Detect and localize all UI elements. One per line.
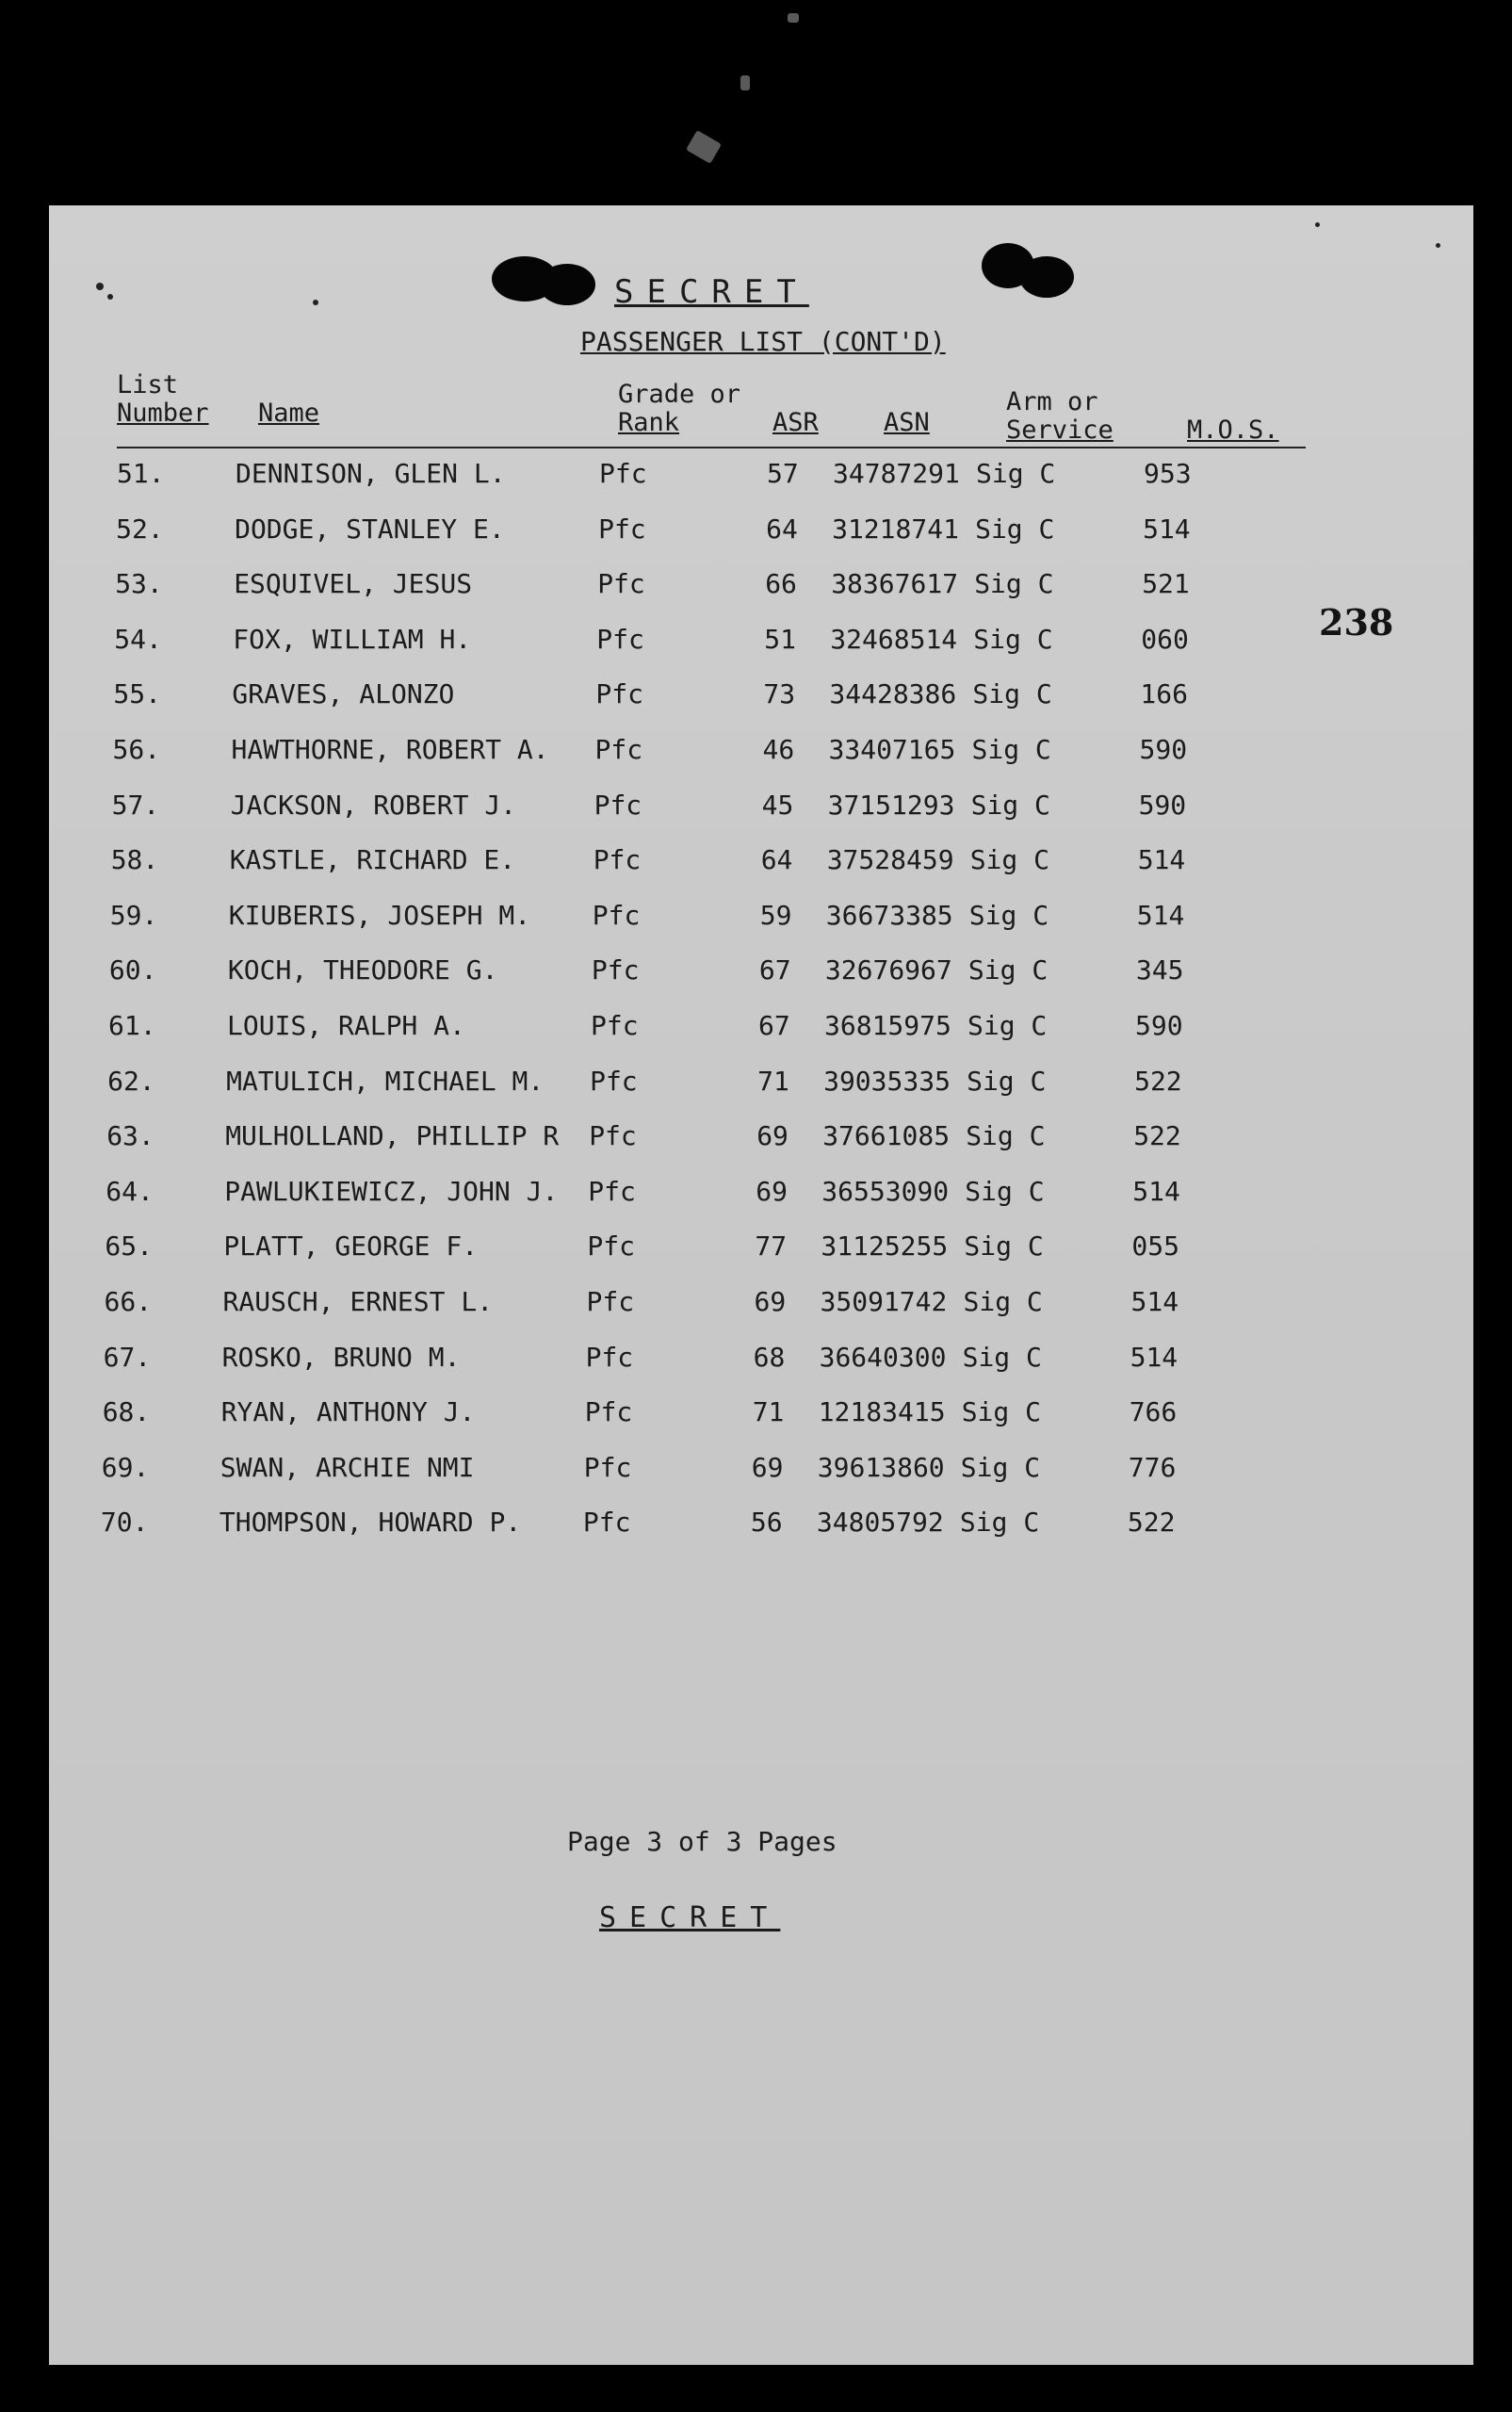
arm-cell: Sig C [969, 844, 1049, 876]
table-row [113, 678, 1281, 716]
arm-cell: Sig C [965, 1175, 1045, 1207]
punch-hole [1019, 256, 1074, 298]
mos-cell: 514 [1143, 513, 1191, 545]
asn-cell: 31125255 [821, 1230, 949, 1263]
scan-speck [740, 75, 750, 90]
arm-cell: Sig C [962, 1341, 1042, 1373]
mos-cell: 953 [1144, 458, 1192, 489]
arm-cell: Sig C [961, 1396, 1041, 1428]
asr-cell: 57 [767, 458, 799, 489]
grade-cell: Pfc [583, 1451, 632, 1483]
table-row [105, 1286, 1273, 1324]
name-cell: KOCH, THEODORE G. [227, 954, 498, 986]
header-rule [117, 447, 1306, 448]
name-cell: FOX, WILLIAM H. [233, 623, 472, 655]
mos-cell: 055 [1131, 1230, 1179, 1263]
asn-cell: 34787291 [833, 458, 960, 489]
classification-header: SECRET [614, 273, 809, 311]
name-cell: MULHOLLAND, PHILLIP R [225, 1120, 560, 1152]
arm-cell: Sig C [972, 678, 1052, 710]
asn-cell: 34805792 [816, 1507, 944, 1539]
asr-cell: 77 [755, 1230, 788, 1263]
list-number-cell: 59. [109, 899, 158, 931]
name-cell: PLATT, GEORGE F. [223, 1230, 479, 1263]
table-row [115, 568, 1283, 606]
column-header-name: Name [258, 399, 320, 428]
grade-cell: Pfc [597, 568, 645, 600]
asn-cell: 36640300 [819, 1341, 947, 1373]
asr-cell: 69 [756, 1175, 789, 1207]
name-cell: THOMPSON, HOWARD P. [219, 1507, 522, 1539]
grade-cell: Pfc [582, 1507, 631, 1539]
mos-cell: 522 [1134, 1065, 1182, 1097]
name-cell: KASTLE, RICHARD E. [229, 844, 516, 876]
table-row [114, 624, 1282, 661]
grade-cell: Pfc [599, 458, 647, 489]
asn-cell: 32676967 [824, 954, 952, 986]
list-number-cell: 64. [106, 1175, 154, 1207]
list-number-cell: 70. [100, 1507, 149, 1539]
arm-cell: Sig C [973, 623, 1053, 655]
asr-cell: 71 [752, 1396, 785, 1428]
asn-cell: 12183415 [818, 1396, 946, 1428]
name-cell: KIUBERIS, JOSEPH M. [228, 899, 531, 931]
name-cell: GRAVES, ALONZO [232, 678, 455, 710]
column-header-asn: ASN [884, 408, 930, 437]
column-header-grade: Grade or Rank [618, 380, 741, 437]
column-header-list-number: List Number [117, 370, 209, 428]
arm-cell: Sig C [967, 954, 1049, 986]
grade-cell: Pfc [593, 789, 642, 821]
grade-cell: Pfc [595, 678, 643, 710]
list-number-cell: 62. [107, 1065, 155, 1097]
grade-cell: Pfc [590, 1065, 638, 1097]
asr-cell: 69 [756, 1120, 789, 1152]
punch-hole [539, 264, 595, 305]
column-header-mos: M.O.S. [1187, 416, 1279, 445]
name-cell: ROSKO, BRUNO M. [221, 1341, 461, 1373]
table-row [105, 1230, 1273, 1268]
name-cell: DODGE, STANLEY E. [235, 513, 505, 545]
asr-cell: 69 [751, 1451, 784, 1483]
asr-cell: 66 [765, 568, 797, 600]
table-row [112, 790, 1280, 827]
asn-cell: 36673385 [825, 899, 953, 931]
grade-cell: Pfc [591, 954, 640, 986]
asn-cell: 31218741 [832, 513, 959, 545]
mos-cell: 590 [1139, 734, 1188, 765]
name-cell: SWAN, ARCHIE NMI [219, 1451, 475, 1483]
list-number-cell: 51. [117, 458, 165, 489]
asr-cell: 56 [750, 1507, 783, 1539]
list-number-cell: 67. [103, 1341, 152, 1373]
mos-cell: 590 [1135, 1010, 1183, 1041]
mos-cell: 514 [1130, 1286, 1179, 1317]
name-cell: LOUIS, RALPH A. [227, 1010, 465, 1041]
arm-cell: Sig C [963, 1286, 1043, 1317]
grade-cell: Pfc [593, 844, 642, 876]
mos-cell: 776 [1128, 1451, 1177, 1483]
asr-cell: 71 [757, 1065, 789, 1097]
mos-cell: 060 [1141, 623, 1189, 655]
table-row [109, 954, 1277, 992]
mos-cell: 522 [1133, 1120, 1181, 1152]
arm-cell: Sig C [968, 899, 1049, 931]
name-cell: JACKSON, ROBERT J. [230, 789, 517, 821]
arm-cell: Sig C [966, 1120, 1046, 1152]
arm-cell: Sig C [967, 1010, 1048, 1041]
asn-cell: 37528459 [826, 844, 954, 876]
grade-cell: Pfc [594, 734, 643, 765]
asr-cell: 67 [758, 954, 791, 986]
name-cell: DENNISON, GLEN L. [236, 458, 506, 489]
document-subtitle: PASSENGER LIST (CONT'D) [580, 326, 946, 357]
scan-speck [686, 130, 722, 164]
ink-speck [107, 294, 113, 300]
name-cell: HAWTHORNE, ROBERT A. [231, 734, 549, 765]
mos-cell: 521 [1142, 568, 1190, 600]
arm-cell: Sig C [970, 789, 1050, 821]
ink-speck [96, 283, 104, 290]
grade-cell: Pfc [588, 1175, 636, 1207]
arm-cell: Sig C [976, 458, 1056, 489]
table-row [116, 513, 1284, 551]
grade-cell: Pfc [587, 1230, 635, 1263]
asr-cell: 59 [759, 899, 792, 931]
asr-cell: 73 [763, 678, 796, 710]
grade-cell: Pfc [589, 1120, 637, 1152]
asr-cell: 45 [761, 789, 794, 821]
page-stamp-number: 238 [1319, 601, 1394, 644]
asr-cell: 68 [753, 1341, 786, 1373]
mos-cell: 345 [1135, 954, 1184, 986]
mos-cell: 590 [1138, 789, 1187, 821]
list-number-cell: 54. [114, 623, 162, 655]
ink-speck [313, 300, 318, 305]
scan-speck [788, 13, 799, 23]
mos-cell: 514 [1136, 899, 1185, 931]
list-number-cell: 55. [113, 678, 161, 710]
grade-cell: Pfc [598, 513, 646, 545]
list-number-cell: 66. [104, 1286, 153, 1317]
ink-speck [1436, 243, 1440, 248]
ink-speck [1315, 222, 1320, 227]
list-number-cell: 61. [108, 1010, 156, 1041]
name-cell: RYAN, ANTHONY J. [220, 1396, 476, 1428]
mos-cell: 766 [1129, 1396, 1178, 1428]
name-cell: RAUSCH, ERNEST L. [222, 1286, 494, 1317]
list-number-cell: 60. [108, 954, 157, 986]
mos-cell: 522 [1127, 1507, 1176, 1539]
asr-cell: 46 [762, 734, 795, 765]
grade-cell: Pfc [586, 1286, 635, 1317]
list-number-cell: 69. [101, 1451, 150, 1483]
asr-cell: 64 [760, 844, 793, 876]
table-row [103, 1396, 1271, 1434]
list-number-cell: 56. [112, 734, 161, 765]
grade-cell: Pfc [596, 623, 644, 655]
table-row [104, 1342, 1272, 1379]
table-row [107, 1066, 1276, 1103]
asn-cell: 37151293 [827, 789, 955, 821]
asr-cell: 64 [766, 513, 798, 545]
list-number-cell: 53. [115, 568, 163, 600]
arm-cell: Sig C [959, 1507, 1040, 1539]
arm-cell: Sig C [967, 1065, 1047, 1097]
arm-cell: Sig C [960, 1451, 1041, 1483]
asn-cell: 34428386 [829, 678, 957, 710]
list-number-cell: 57. [111, 789, 160, 821]
asr-cell: 67 [758, 1010, 790, 1041]
page-indicator: Page 3 of 3 Pages [567, 1826, 837, 1857]
table-row [117, 458, 1285, 496]
arm-cell: Sig C [974, 568, 1054, 600]
arm-cell: Sig C [964, 1230, 1044, 1263]
asn-cell: 33407165 [828, 734, 956, 765]
mos-cell: 514 [1132, 1175, 1180, 1207]
mos-cell: 166 [1140, 678, 1188, 710]
list-number-cell: 65. [105, 1230, 153, 1263]
name-cell: PAWLUKIEWICZ, JOHN J. [224, 1175, 559, 1207]
name-cell: ESQUIVEL, JESUS [234, 568, 473, 600]
table-row [110, 900, 1278, 937]
list-number-cell: 58. [110, 844, 159, 876]
asn-cell: 36553090 [821, 1175, 950, 1207]
list-number-cell: 68. [102, 1396, 151, 1428]
column-header-asr: ASR [772, 408, 819, 437]
list-number-cell: 63. [106, 1120, 154, 1152]
name-cell: MATULICH, MICHAEL M. [226, 1065, 545, 1097]
classification-footer: SECRET [599, 1901, 781, 1934]
grade-cell: Pfc [591, 1010, 639, 1041]
table-row [102, 1452, 1270, 1490]
grade-cell: Pfc [584, 1396, 633, 1428]
asr-cell: 69 [754, 1286, 787, 1317]
asr-cell: 51 [764, 623, 797, 655]
table-row [111, 844, 1279, 882]
grade-cell: Pfc [592, 899, 641, 931]
table-row [108, 1010, 1276, 1048]
asn-cell: 36815975 [824, 1010, 951, 1041]
column-header-arm: Arm or Service [1006, 387, 1114, 445]
list-number-cell: 52. [116, 513, 164, 545]
asn-cell: 35091742 [820, 1286, 948, 1317]
arm-cell: Sig C [975, 513, 1055, 545]
arm-cell: Sig C [971, 734, 1051, 765]
table-row [106, 1120, 1275, 1158]
mos-cell: 514 [1130, 1341, 1179, 1373]
table-row [101, 1507, 1269, 1544]
grade-cell: Pfc [585, 1341, 634, 1373]
document-page [49, 205, 1473, 2365]
asn-cell: 32468514 [830, 623, 958, 655]
mos-cell: 514 [1137, 844, 1186, 876]
asn-cell: 38367617 [831, 568, 959, 600]
asn-cell: 39035335 [823, 1065, 951, 1097]
asn-cell: 37661085 [822, 1120, 951, 1152]
table-row [106, 1176, 1274, 1214]
table-row [113, 734, 1281, 772]
asn-cell: 39613860 [817, 1451, 945, 1483]
